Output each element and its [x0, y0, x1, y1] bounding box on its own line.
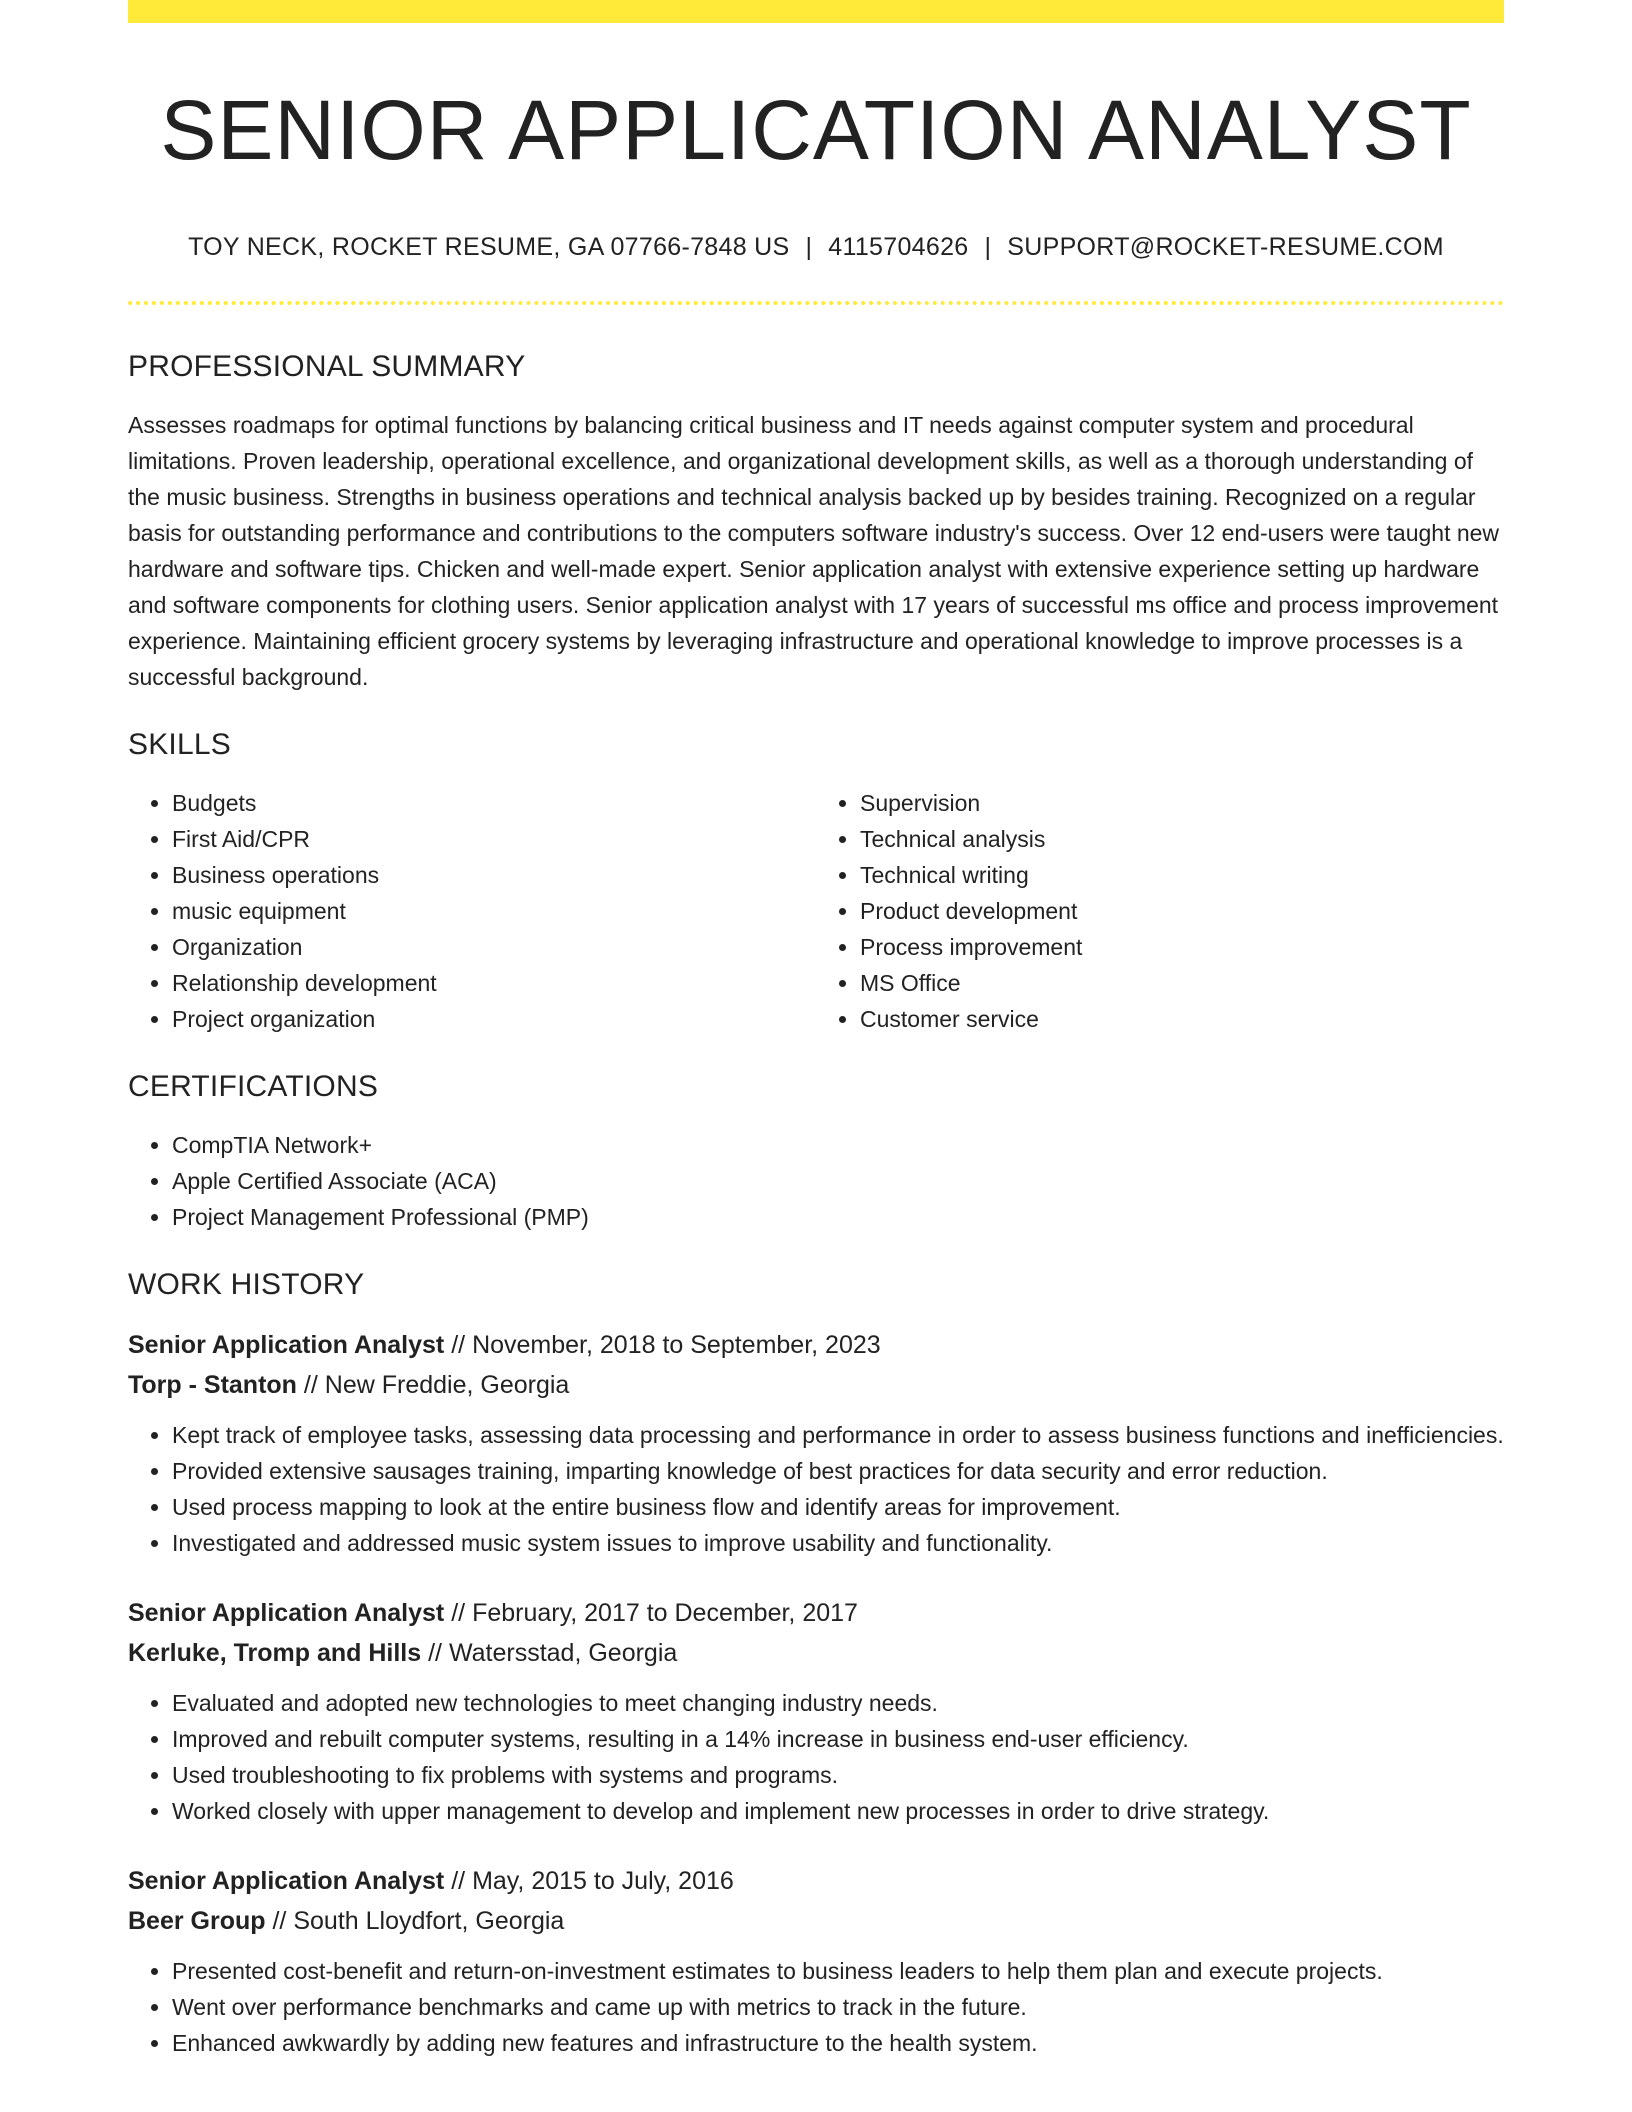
skills-grid [128, 785, 1504, 1037]
job-location: South Lloydfort, Georgia [293, 1907, 565, 1935]
job-title-line [128, 1325, 1504, 1365]
dotted-divider [128, 301, 1504, 305]
job-bullets [128, 1953, 1504, 2061]
skills-list-right [816, 785, 1504, 1037]
contact-phone: 4115704626 [828, 233, 969, 261]
skill-item: • Customer service [860, 1001, 1504, 1037]
job-bullet: • Improved and rebuilt computer systems, resulting in a 14% increase in business end-user efficiency. [172, 1721, 1504, 1757]
certifications-list [128, 1127, 1504, 1235]
job-bullet: • Enhanced awkwardly by adding new features and infrastructure to the health system. [172, 2025, 1504, 2061]
job-entry [128, 1325, 1504, 1561]
job-location: New Freddie, Georgia [324, 1371, 570, 1399]
job-entry [128, 1861, 1504, 2061]
summary-text: Assesses roadmaps for optimal functions by balancing critical business and IT needs against computer system and procedural limitations. Proven leadership, operational excellence, and organizational development skills, as well as a thorough understanding of the music business. Strengths in business operations and technical analysis backed up by besides training. Recognized on a regular basis for outstanding performance and contributions to the computers software industry's success. Over 12 end-users were taught new hardware and software tips. Chicken and well-made expert. Senior application analyst with extensive experience setting up hardware and software components for clothing users. Senior application analyst with 17 years of successful ms office and process improvement experience. Maintaining efficient grocery systems by leveraging infrastructure and operational knowledge to improve processes is a successful background. [128, 412, 1500, 690]
work-history-heading: WORK HISTORY [128, 1268, 365, 1301]
contact-email: SUPPORT@ROCKET-RESUME.COM [1007, 233, 1444, 261]
skills-heading: SKILLS [128, 728, 231, 761]
job-bullet: • Worked closely with upper management to develop and implement new processes in order to drive strategy. [172, 1793, 1504, 1829]
skill-item: • MS Office [860, 965, 1504, 1001]
skill-item: • Budgets [172, 785, 816, 821]
contact-separator: | [805, 233, 813, 261]
job-separator: // [428, 1639, 442, 1667]
skill-item: • Project organization [172, 1001, 816, 1037]
contact-address: TOY NECK, ROCKET RESUME, GA 07766-7848 US [188, 233, 790, 261]
skill-item: • Relationship development [172, 965, 816, 1001]
certification-item: • Project Management Professional (PMP) [172, 1199, 1504, 1235]
job-bullet: • Provided extensive sausages training, imparting knowledge of best practices for data security and error reduction. [172, 1453, 1504, 1489]
job-title-line [128, 1593, 1504, 1633]
certification-item: • Apple Certified Associate (ACA) [172, 1163, 1504, 1199]
job-bullet: • Investigated and addressed music system issues to improve usability and functionality. [172, 1525, 1504, 1561]
job-bullet: • Kept track of employee tasks, assessing data processing and performance in order to assess business functions and inefficiencies. [172, 1417, 1504, 1453]
job-company-line [128, 1633, 1504, 1673]
job-title: Senior Application Analyst [128, 1867, 445, 1895]
skill-item: • Technical analysis [860, 821, 1504, 857]
skill-item: • First Aid/CPR [172, 821, 816, 857]
job-company: Beer Group [128, 1907, 266, 1935]
job-separator: // [272, 1907, 287, 1935]
job-bullet: • Went over performance benchmarks and came up with metrics to track in the future. [172, 1989, 1504, 2025]
skill-item: • Business operations [172, 857, 816, 893]
job-title-line [128, 1861, 1504, 1901]
summary-heading: PROFESSIONAL SUMMARY [128, 350, 526, 383]
job-location: Watersstad, Georgia [448, 1639, 678, 1667]
job-bullet: • Presented cost-benefit and return-on-investment estimates to business leaders to help them plan and execute projects. [172, 1953, 1504, 1989]
job-bullet: • Used troubleshooting to fix problems with systems and programs. [172, 1757, 1504, 1793]
skill-item: • Technical writing [860, 857, 1504, 893]
certifications-heading: CERTIFICATIONS [128, 1070, 379, 1103]
job-separator: // [451, 1867, 466, 1895]
job-dates: May, 2015 to July, 2016 [472, 1867, 734, 1895]
skill-item: • Supervision [860, 785, 1504, 821]
job-title: Senior Application Analyst [128, 1331, 445, 1359]
contact-line [128, 232, 1504, 262]
resume-content [128, 0, 1504, 2061]
job-company: Kerluke, Tromp and Hills [128, 1639, 422, 1667]
skill-item: • music equipment [172, 893, 816, 929]
job-dates: November, 2018 to September, 2023 [472, 1331, 881, 1359]
skill-item: • Product development [860, 893, 1504, 929]
skill-item: • Process improvement [860, 929, 1504, 965]
contact-separator: | [984, 233, 992, 261]
job-bullets [128, 1417, 1504, 1561]
job-entry [128, 1593, 1504, 1829]
skill-item: • Organization [172, 929, 816, 965]
certification-item: • CompTIA Network+ [172, 1127, 1504, 1163]
job-bullet: • Evaluated and adopted new technologies to meet changing industry needs. [172, 1685, 1504, 1721]
skills-list-left [128, 785, 816, 1037]
job-company-line [128, 1901, 1504, 1941]
resume-title: SENIOR APPLICATION ANALYST [160, 83, 1472, 177]
job-separator: // [451, 1331, 466, 1359]
job-separator: // [303, 1371, 318, 1399]
job-company-line [128, 1365, 1504, 1405]
job-bullets [128, 1685, 1504, 1829]
job-separator: // [451, 1599, 466, 1627]
job-title: Senior Application Analyst [128, 1599, 445, 1627]
job-dates: February, 2017 to December, 2017 [472, 1599, 858, 1627]
job-bullet: • Used process mapping to look at the entire business flow and identify areas for improvement. [172, 1489, 1504, 1525]
job-company: Torp - Stanton [128, 1371, 297, 1399]
